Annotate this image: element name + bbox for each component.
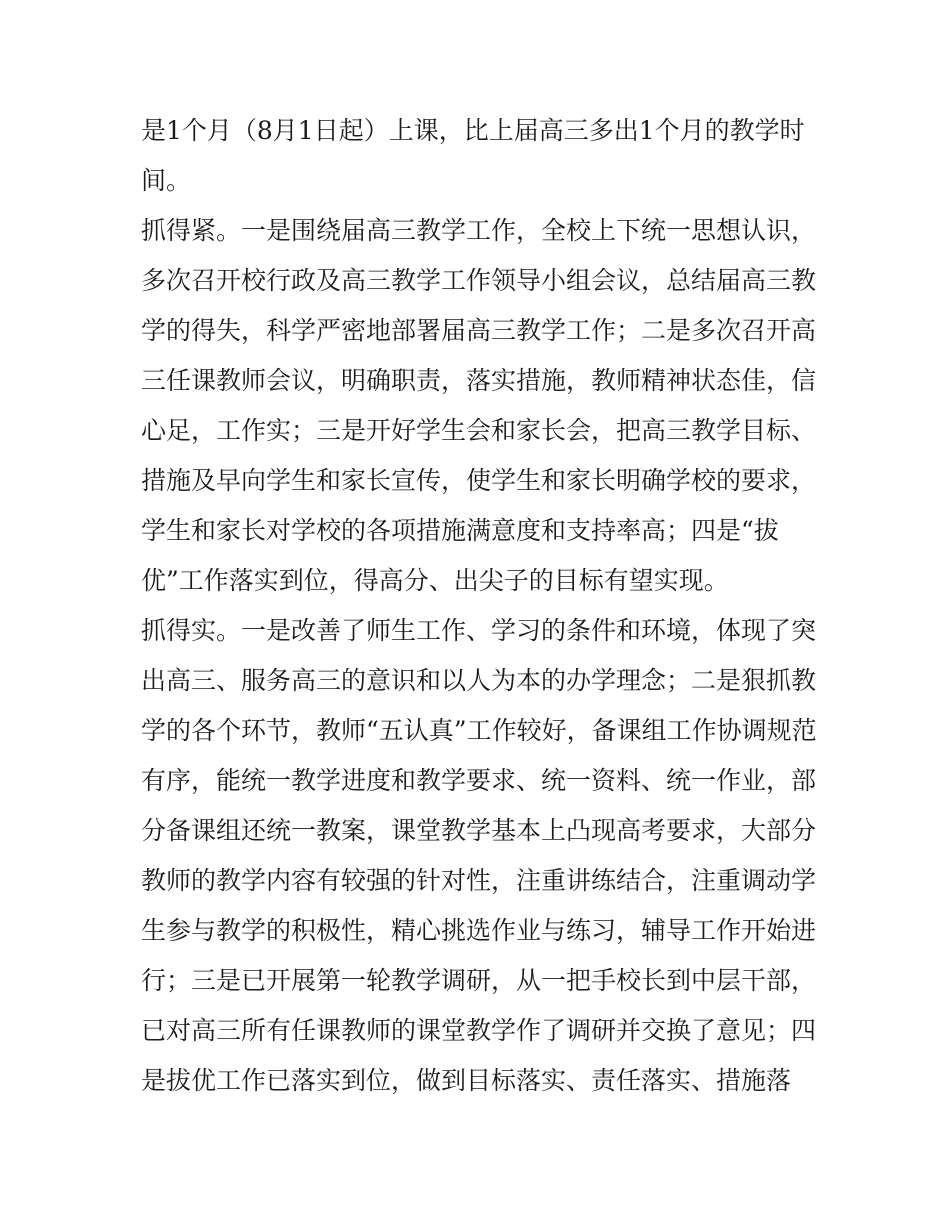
text-line: 抓得紧。一是围绕届高三教学工作，全校上下统一思想认识， [141, 216, 817, 245]
text-line: 行；三是已开展第一轮教学调研，从一把手校长到中层干部， [141, 966, 817, 995]
text-line: 措施及早向学生和家长宣传，使学生和家长明确学校的要求， [141, 466, 817, 495]
text-line: 学的各个环节，教师“五认真”工作较好，备课组工作协调规范 [141, 716, 817, 745]
text-line: 学的得失，科学严密地部署届高三教学工作；二是多次召开高 [141, 316, 817, 345]
text-line: 抓得实。一是改善了师生工作、学习的条件和环境，体现了突 [141, 616, 817, 645]
text-line: 是1个月（8月1日起）上课，比上届高三多出1个月的教学时 [141, 116, 805, 145]
text-line: 分备课组还统一教案，课堂教学基本上凸现高考要求，大部分 [141, 816, 817, 845]
text-line: 多次召开校行政及高三教学工作领导小组会议，总结届高三教 [141, 266, 817, 295]
text-line: 三任课教师会议，明确职责，落实措施，教师精神状态佳，信 [141, 366, 817, 395]
text-line: 优”工作落实到位，得高分、出尖子的目标有望实现。 [141, 566, 729, 595]
text-line: 生参与教学的积极性，精心挑选作业与练习，辅导工作开始进 [141, 916, 817, 945]
text-line: 间。 [141, 166, 192, 195]
text-line: 有序，能统一教学进度和教学要求、统一资料、统一作业，部 [141, 766, 817, 795]
text-line: 出高三、服务高三的意识和以人为本的办学理念；二是狠抓教 [141, 666, 817, 695]
text-line: 教师的教学内容有较强的针对性，注重讲练结合，注重调动学 [141, 866, 817, 895]
text-line: 心足，工作实；三是开好学生会和家长会，把高三教学目标、 [141, 416, 817, 445]
text-line: 学生和家长对学校的各项措施满意度和支持率高；四是“拔 [141, 516, 779, 545]
text-line: 已对高三所有任课教师的课堂教学作了调研并交换了意见；四 [141, 1016, 817, 1045]
text-line: 是拔优工作已落实到位，做到目标落实、责任落实、措施落 [141, 1066, 792, 1095]
